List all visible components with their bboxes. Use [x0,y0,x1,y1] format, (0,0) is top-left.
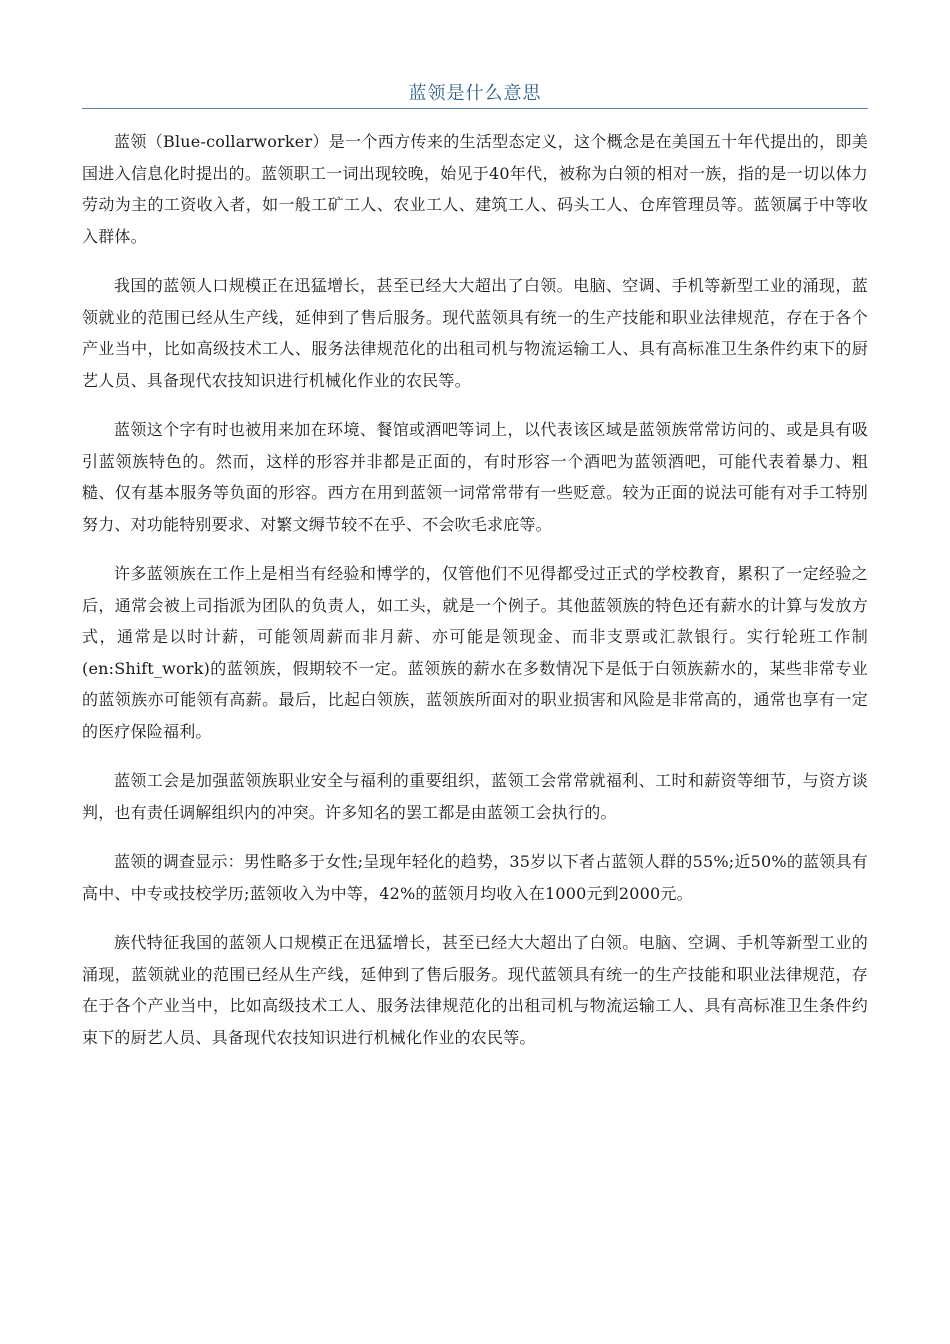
paragraph-6: 蓝领的调查显示：男性略多于女性;呈现年轻化的趋势，35岁以下者占蓝领人群的55%;近50%的蓝领具有高中、中专或技校学历;蓝领收入为中等，42%的蓝领月均收入在1000元到2000元。 [82,852,868,903]
page-title: 蓝领是什么意思 [408,83,542,104]
paragraph-1: 蓝领（Blue-collarworker）是一个西方传来的生活型态定义，这个概念是在美国五十年代提出的，即美国进入信息化时提出的。蓝领职工一词出现较晚，始见于40年代，被称为白领的相对一族，指的是一切以体力劳动为主的工资收入者，如一般工矿工人、农业工人、建筑工人、码头工人、仓库管理员等。蓝领属于中等收入群体。 [82,132,868,246]
paragraph-3: 蓝领这个字有时也被用来加在环境、餐馆或酒吧等词上，以代表该区域是蓝领族常常访问的、或是具有吸引蓝领族特色的。然而，这样的形容并非都是正面的，有时形容一个酒吧为蓝领酒吧，可能代表着暴力、粗糙、仅有基本服务等负面的形容。西方在用到蓝领一词常常带有一些贬意。较为正面的说法可能有对手工特别努力、对功能特别要求、对繁文缛节较不在乎、不会吹毛求庇等。 [82,420,868,534]
document-body [82,110,868,1053]
page-header [82,0,868,110]
document-page [82,0,868,1071]
paragraph-7: 族代特征我国的蓝领人口规模正在迅猛增长，甚至已经大大超出了白领。电脑、空调、手机等新型工业的涌现，蓝领就业的范围已经从生产线，延伸到了售后服务。现代蓝领具有统一的生产技能和职业法律规范，存在于各个产业当中，比如高级技术工人、服务法律规范化的出租司机与物流运输工人、具有高标准卫生条件约束下的厨艺人员、具备现代农技知识进行机械化作业的农民等。 [82,933,868,1047]
paragraph-5: 蓝领工会是加强蓝领族职业安全与福利的重要组织，蓝领工会常常就福利、工时和薪资等细节，与资方谈判，也有责任调解组织内的冲突。许多知名的罢工都是由蓝领工会执行的。 [82,771,868,822]
header-divider [82,108,868,109]
paragraph-4: 许多蓝领族在工作上是相当有经验和博学的，仅管他们不见得都受过正式的学校教育，累积了一定经验之后，通常会被上司指派为团队的负责人，如工头，就是一个例子。其他蓝领族的特色还有薪水的计算与发放方式，通常是以时计薪，可能领周薪而非月薪、亦可能是领现金、而非支票或汇款银行。实行轮班工作制(en:Shift_work)的蓝领族，假期较不一定。蓝领族的薪水在多数情况下是低于白领族薪水的，某些非常专业的蓝领族亦可能领有高薪。最后，比起白领族，蓝领族所面对的职业损害和风险是非常高的，通常也享有一定的医疗保险福利。 [82,564,868,741]
paragraph-2: 我国的蓝领人口规模正在迅猛增长，甚至已经大大超出了白领。电脑、空调、手机等新型工业的涌现，蓝领就业的范围已经从生产线，延伸到了售后服务。现代蓝领具有统一的生产技能和职业法律规范，存在于各个产业当中，比如高级技术工人、服务法律规范化的出租司机与物流运输工人、具有高标准卫生条件约束下的厨艺人员、具备现代农技知识进行机械化作业的农民等。 [82,276,868,390]
